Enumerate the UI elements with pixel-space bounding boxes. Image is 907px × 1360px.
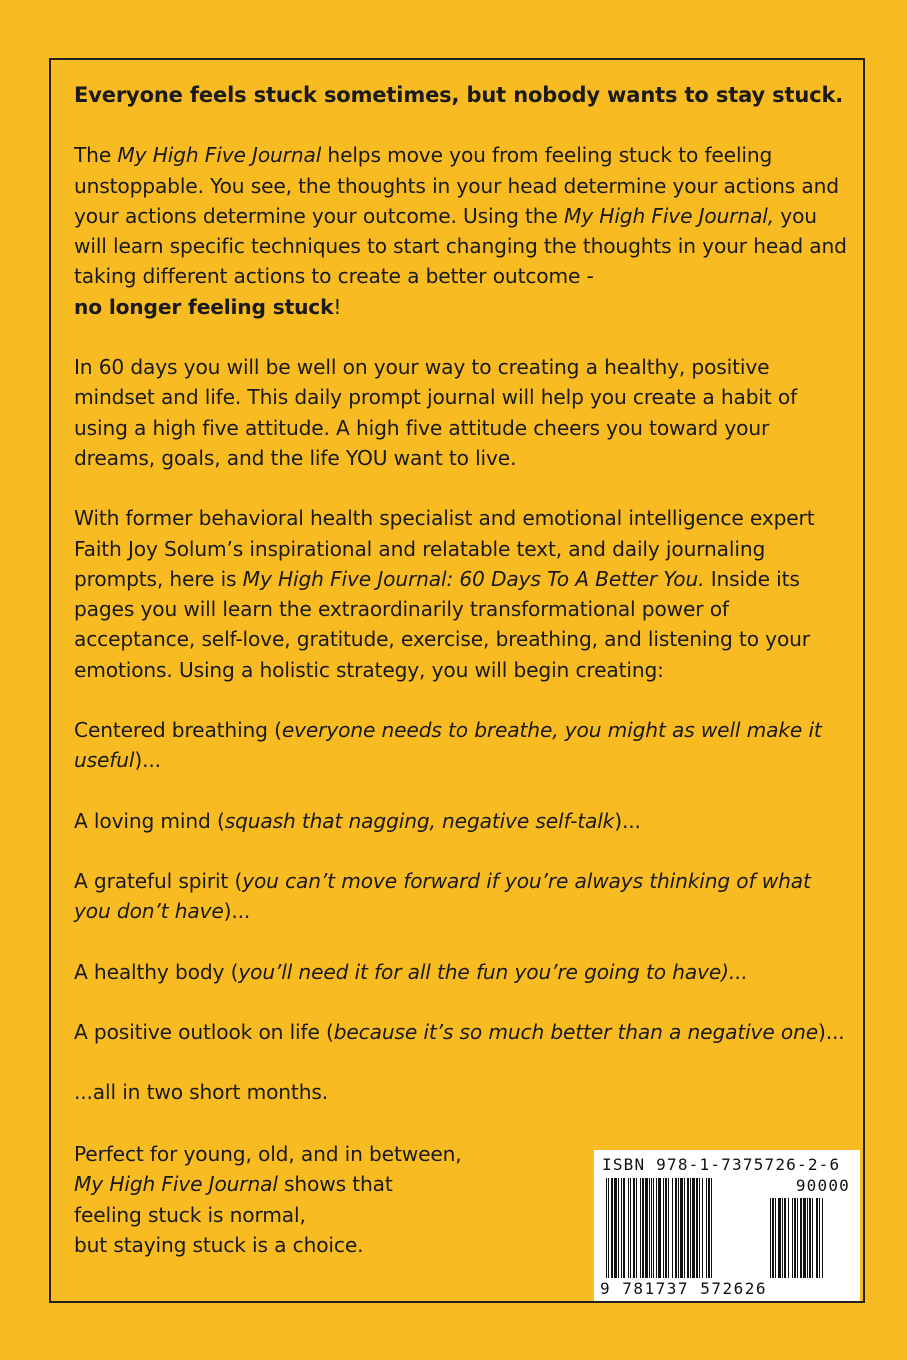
closing-statement: Perfect for young, old, and in between, My High Five Journal shows that feeling stuck is normal, but staying stuck is a choice. <box>74 1142 462 1257</box>
barcode-bar <box>640 1178 641 1278</box>
barcode-bar <box>687 1178 689 1278</box>
barcode-bar <box>645 1178 648 1278</box>
barcode-bar <box>803 1198 806 1278</box>
bold-phrase: no longer feeling stuck <box>74 294 334 319</box>
barcode-bar <box>772 1198 774 1278</box>
price-code: 90000 <box>795 1176 850 1195</box>
barcode-bar <box>656 1178 657 1278</box>
barcode-digits: 9 781737 572626 <box>600 1279 767 1298</box>
barcode-bar <box>775 1198 776 1278</box>
barcode-bar <box>633 1178 635 1278</box>
barcode-bar <box>653 1178 654 1278</box>
barcode-bar <box>663 1178 664 1278</box>
barcode-bar <box>668 1178 669 1278</box>
barcode-bar <box>680 1178 683 1278</box>
benefit-item: A grateful spirit (you can’t move forward if you’re always thinking of what you don’t have)... <box>74 868 811 924</box>
barcode-bar <box>630 1178 631 1278</box>
ean-barcode-bars <box>606 1178 758 1278</box>
barcode-bar <box>807 1198 808 1278</box>
barcode-bar <box>708 1178 710 1278</box>
barcode-bar <box>672 1178 673 1278</box>
barcode-bar <box>788 1198 789 1278</box>
barcode-bar <box>692 1178 695 1278</box>
back-cover-text <box>74 80 849 1137</box>
benefit-item: A healthy body (you’ll need it for all the fun you’re going to have)... <box>74 959 748 984</box>
barcode-bar <box>642 1178 644 1278</box>
barcode-bar <box>699 1178 700 1278</box>
book-title: My High Five Journal <box>117 143 322 168</box>
barcode-bar <box>651 1178 652 1278</box>
barcode-bar <box>792 1198 793 1278</box>
barcode-bar <box>702 1178 703 1278</box>
barcode-bar <box>665 1178 667 1278</box>
barcode-bar <box>809 1198 811 1278</box>
sixty-days-paragraph: In 60 days you will be well on your way to creating a healthy, positive mindset and life. This daily prompt journal will help you create a habit of using a high five attitude. A high five attitude cheers you toward your dreams, goals, and the life YOU want to live. <box>74 355 798 470</box>
barcode-bar <box>623 1178 625 1278</box>
barcode-bar <box>782 1198 783 1278</box>
barcode-bar <box>800 1198 802 1278</box>
book-full-title: My High Five Journal: 60 Days To A Better You. <box>242 566 705 591</box>
barcode-bar <box>816 1198 818 1278</box>
barcode-bar <box>819 1198 820 1278</box>
barcode-bar <box>678 1178 679 1278</box>
barcode-bar <box>636 1178 637 1278</box>
barcode-bar <box>618 1178 619 1278</box>
barcode-bar <box>608 1178 609 1278</box>
barcode-bar <box>649 1178 650 1278</box>
barcode-bar <box>812 1198 813 1278</box>
barcode-bar <box>628 1178 629 1278</box>
barcode-bar <box>690 1178 691 1278</box>
barcode-bar <box>822 1198 823 1278</box>
summary-line: ...all in two short months. <box>74 1080 328 1105</box>
barcode-bar <box>614 1178 617 1278</box>
barcode-bar <box>675 1178 677 1278</box>
barcode-bar <box>658 1178 661 1278</box>
barcode-bar <box>611 1178 613 1278</box>
barcode-bar <box>696 1178 698 1278</box>
book-title: My High Five Journal <box>74 1172 278 1197</box>
barcode-bar <box>606 1178 607 1278</box>
intro-paragraph: The My High Five Journal helps move you from feeling stuck to feeling unstoppable. You see, the thoughts in your head determine your actions and your actions determine your outcome. Using the My High Five Journal, you will learn specific techniques to start changing the thoughts in your head and taking different actions to create a better outcome - no longer feeling stuck! <box>74 143 847 319</box>
book-title: My High Five Journal, <box>563 203 775 228</box>
barcode-bar <box>621 1178 622 1278</box>
barcode-bar <box>794 1198 796 1278</box>
isbn-barcode <box>594 1150 860 1301</box>
isbn-number: ISBN 978-1-7375726-2-6 <box>602 1155 841 1174</box>
barcode-bar <box>770 1198 771 1278</box>
benefit-item: Centered breathing (everyone needs to breathe, you might as well make it useful)... <box>74 718 822 773</box>
barcode-bar <box>684 1178 685 1278</box>
barcode-bar <box>797 1198 798 1278</box>
barcode-bar <box>784 1198 786 1278</box>
benefit-item: A positive outlook on life (because it’s so much better than a negative one)... <box>74 1019 845 1044</box>
headline: Everyone feels stuck sometimes, but nobody wants to stay stuck. <box>74 83 844 107</box>
barcode-bar <box>778 1198 781 1278</box>
barcode-bar <box>706 1178 707 1278</box>
addon-barcode-bars <box>770 1198 850 1278</box>
author-paragraph: With former behavioral health specialist and emotional intelligence expert Faith Joy Solum’s inspirational and relatable text, and daily journaling prompts, here is My High Five Journal: 60 Days To A Better You. Inside its pages you will learn the extraordinarily transformational power of acceptance, self-love, gratitude, exercise, breathing, and listening to your emotions. Using a holistic strategy, you will begin creating: <box>74 506 815 682</box>
barcode-bar <box>711 1178 712 1278</box>
benefit-item: A loving mind (squash that nagging, negative self-talk)... <box>74 808 641 833</box>
